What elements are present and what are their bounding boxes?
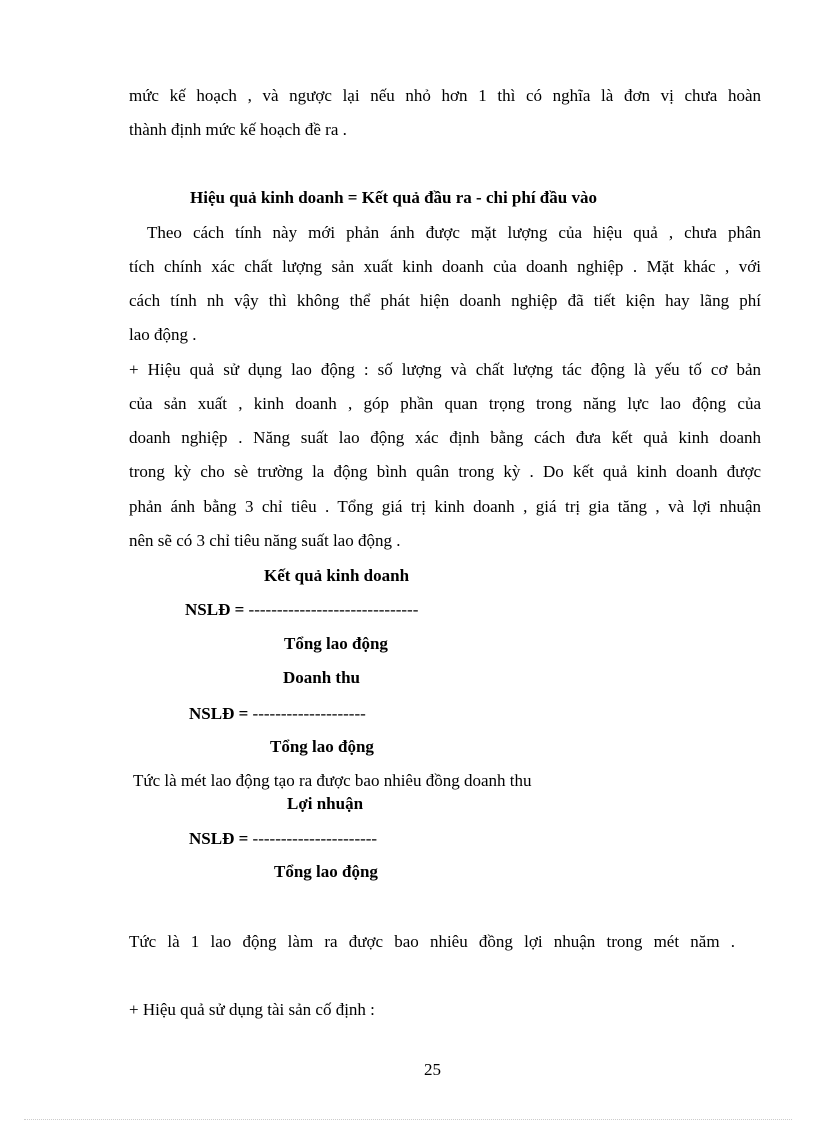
formula3-note: Tức là 1 lao động làm ra được bao nhiêu đồng lợi nhuận trong mét năm . bbox=[129, 932, 735, 951]
paragraph2-line-6: nên sẽ có 3 chỉ tiêu năng suất lao động . bbox=[129, 531, 401, 550]
formula1-expression bbox=[185, 600, 418, 620]
paragraph2-line-1: + Hiệu quả sử dụng lao động : số lượng và chất lượng tác động là yếu tố cơ bản bbox=[129, 360, 761, 379]
page-bottom-divider bbox=[24, 1119, 792, 1120]
formula3-expression bbox=[189, 829, 377, 849]
paragraph2-line-4: trong kỳ cho sè trường la động bình quân trong kỳ . Do kết quả kinh doanh được bbox=[129, 462, 761, 481]
efficiency-formula: Hiệu quả kinh doanh = Kết quả đầu ra - chi phí đầu vào bbox=[190, 188, 597, 207]
page-number: 25 bbox=[424, 1060, 441, 1079]
intro-line-2: thành định mức kế hoạch đề ra . bbox=[129, 120, 347, 139]
intro-line-1: mức kế hoạch , và ngược lại nếu nhỏ hơn 1 thì có nghĩa là đơn vị chưa hoàn bbox=[129, 86, 761, 105]
formula2-note: Tức là mét lao động tạo ra được bao nhiêu đồng doanh thu bbox=[133, 771, 532, 790]
formula1-bar: ------------------------------ bbox=[248, 600, 419, 619]
formula3-denominator: Tổng lao động bbox=[274, 862, 378, 881]
formula2-denominator: Tổng lao động bbox=[270, 737, 374, 756]
paragraph1-line-2: tích chính xác chất lượng sản xuất kinh doanh của doanh nghiệp . Mặt khác , với bbox=[129, 257, 761, 276]
paragraph2-line-5: phản ánh bằng 3 chỉ tiêu . Tổng giá trị kinh doanh , giá trị gia tăng , và lợi nhuận bbox=[129, 497, 761, 516]
paragraph1-line-1: Theo cách tính này mới phản ánh được mặt lượng của hiệu quả , chưa phân bbox=[147, 223, 761, 242]
formula1-numerator: Kết quả kinh doanh bbox=[264, 566, 410, 585]
formula3-numerator: Lợi nhuận bbox=[287, 794, 364, 813]
formula2-lhs: NSLĐ = bbox=[189, 704, 253, 723]
formula3-lhs: NSLĐ = bbox=[189, 829, 253, 848]
formula3-bar: ---------------------- bbox=[252, 829, 378, 848]
paragraph2-line-3: doanh nghiệp . Năng suất lao động xác định bằng cách đưa kết quả kinh doanh bbox=[129, 428, 761, 447]
paragraph1-line-3: cách tính nh vậy thì không thể phát hiện doanh nghiệp đã tiết kiện hay lãng phí bbox=[129, 291, 761, 310]
formula1-lhs: NSLĐ = bbox=[185, 600, 249, 619]
formula1-denominator: Tổng lao động bbox=[284, 634, 388, 653]
paragraph3: + Hiệu quả sử dụng tài sản cố định : bbox=[129, 1000, 375, 1019]
formula2-expression bbox=[189, 704, 366, 724]
formula2-bar: -------------------- bbox=[252, 704, 366, 723]
paragraph2-line-2: của sản xuất , kinh doanh , góp phần quan trọng trong năng lực lao động của bbox=[129, 394, 761, 413]
formula2-numerator: Doanh thu bbox=[283, 668, 361, 687]
paragraph1-line-4: lao động . bbox=[129, 325, 197, 344]
